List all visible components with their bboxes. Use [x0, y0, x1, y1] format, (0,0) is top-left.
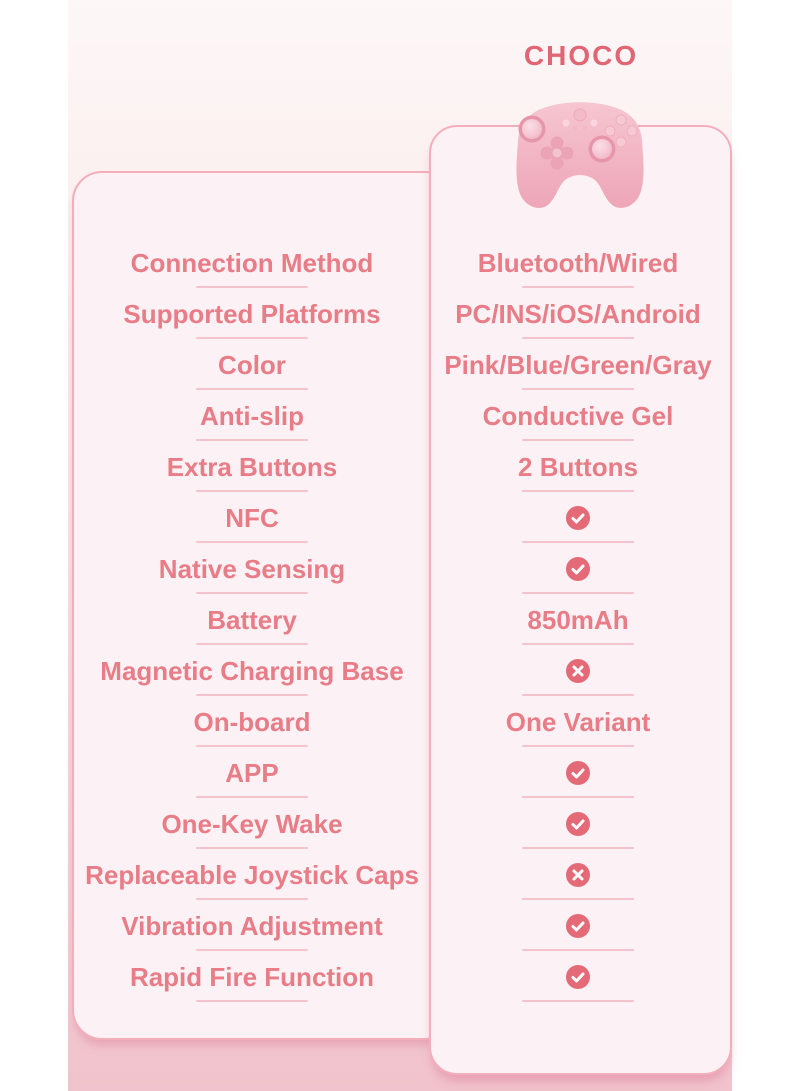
table-row [72, 543, 732, 594]
cross-icon [566, 863, 590, 887]
spec-value-cell [433, 441, 723, 492]
spec-label: Magnetic Charging Base [100, 655, 404, 686]
spec-value-cell [433, 798, 723, 849]
spec-value-cell [433, 849, 723, 900]
table-row [72, 645, 732, 696]
spec-label-cell [92, 288, 412, 339]
table-row [72, 492, 732, 543]
table-row [72, 798, 732, 849]
table-row [72, 900, 732, 951]
row-underline [196, 1000, 308, 1002]
spec-label: Vibration Adjustment [121, 910, 383, 941]
spec-value: Conductive Gel [482, 400, 674, 431]
spec-label-cell [92, 900, 412, 951]
spec-label-cell [92, 645, 412, 696]
spec-value: 2 Buttons [518, 451, 638, 482]
spec-value-cell [433, 951, 723, 1002]
check-icon [566, 761, 590, 785]
table-row [72, 747, 732, 798]
check-icon [566, 506, 590, 530]
check-icon [566, 557, 590, 581]
table-row [72, 951, 732, 1002]
spec-value: Pink/Blue/Green/Gray [444, 349, 712, 380]
spec-value-cell [433, 237, 723, 288]
spec-label: Rapid Fire Function [129, 961, 375, 992]
spec-value-cell [433, 747, 723, 798]
table-row [72, 339, 732, 390]
check-icon [566, 812, 590, 836]
spec-label: Supported Platforms [123, 298, 381, 329]
spec-value-cell [433, 543, 723, 594]
spec-value: 850mAh [527, 604, 629, 635]
table-row [72, 237, 732, 288]
row-underline [522, 1000, 634, 1002]
spec-label-cell [92, 237, 412, 288]
table-row [72, 441, 732, 492]
cross-icon [566, 659, 590, 683]
spec-label-cell [92, 339, 412, 390]
controller-image [505, 96, 655, 221]
spec-label: Replaceable Joystick Caps [85, 859, 419, 890]
spec-label-cell [92, 594, 412, 645]
spec-label: On-board [193, 706, 311, 737]
spec-label-cell [92, 543, 412, 594]
spec-value-cell [433, 492, 723, 543]
spec-label: Extra Buttons [166, 451, 338, 482]
spec-label: One-Key Wake [161, 808, 343, 839]
spec-value-cell [433, 594, 723, 645]
spec-label-cell [92, 951, 412, 1002]
spec-label: Battery [207, 604, 297, 635]
home-button [574, 109, 586, 121]
spec-value-cell [433, 339, 723, 390]
table-row [72, 696, 732, 747]
spec-value: One Variant [505, 706, 651, 737]
spec-label: Native Sensing [158, 553, 346, 584]
spec-label: APP [225, 757, 279, 788]
spec-label-cell [92, 798, 412, 849]
table-row [72, 849, 732, 900]
spec-label-cell [92, 492, 412, 543]
product-title: CHOCO [523, 40, 639, 71]
table-row [72, 594, 732, 645]
spec-label-cell [92, 390, 412, 441]
spec-value: Bluetooth/Wired [477, 247, 679, 278]
spec-label-cell [85, 849, 419, 900]
spec-value: PC/INS/iOS/Android [455, 298, 701, 329]
plus-button [591, 120, 598, 127]
spec-value-cell [433, 900, 723, 951]
table-row [72, 288, 732, 339]
left-joystick [519, 116, 546, 143]
spec-value-cell [433, 696, 723, 747]
table-row [72, 390, 732, 441]
check-icon [566, 965, 590, 989]
spec-value-cell [433, 390, 723, 441]
spec-value-cell [433, 288, 723, 339]
spec-label-cell [92, 747, 412, 798]
minus-button [563, 120, 570, 127]
spec-value-cell [433, 645, 723, 696]
right-joystick [589, 136, 616, 163]
spec-label: Color [218, 349, 286, 380]
spec-label: NFC [225, 502, 279, 533]
check-icon [566, 914, 590, 938]
spec-label: Connection Method [130, 247, 374, 278]
spec-label-cell [92, 441, 412, 492]
spec-label: Anti-slip [200, 400, 304, 431]
spec-label-cell [92, 696, 412, 747]
